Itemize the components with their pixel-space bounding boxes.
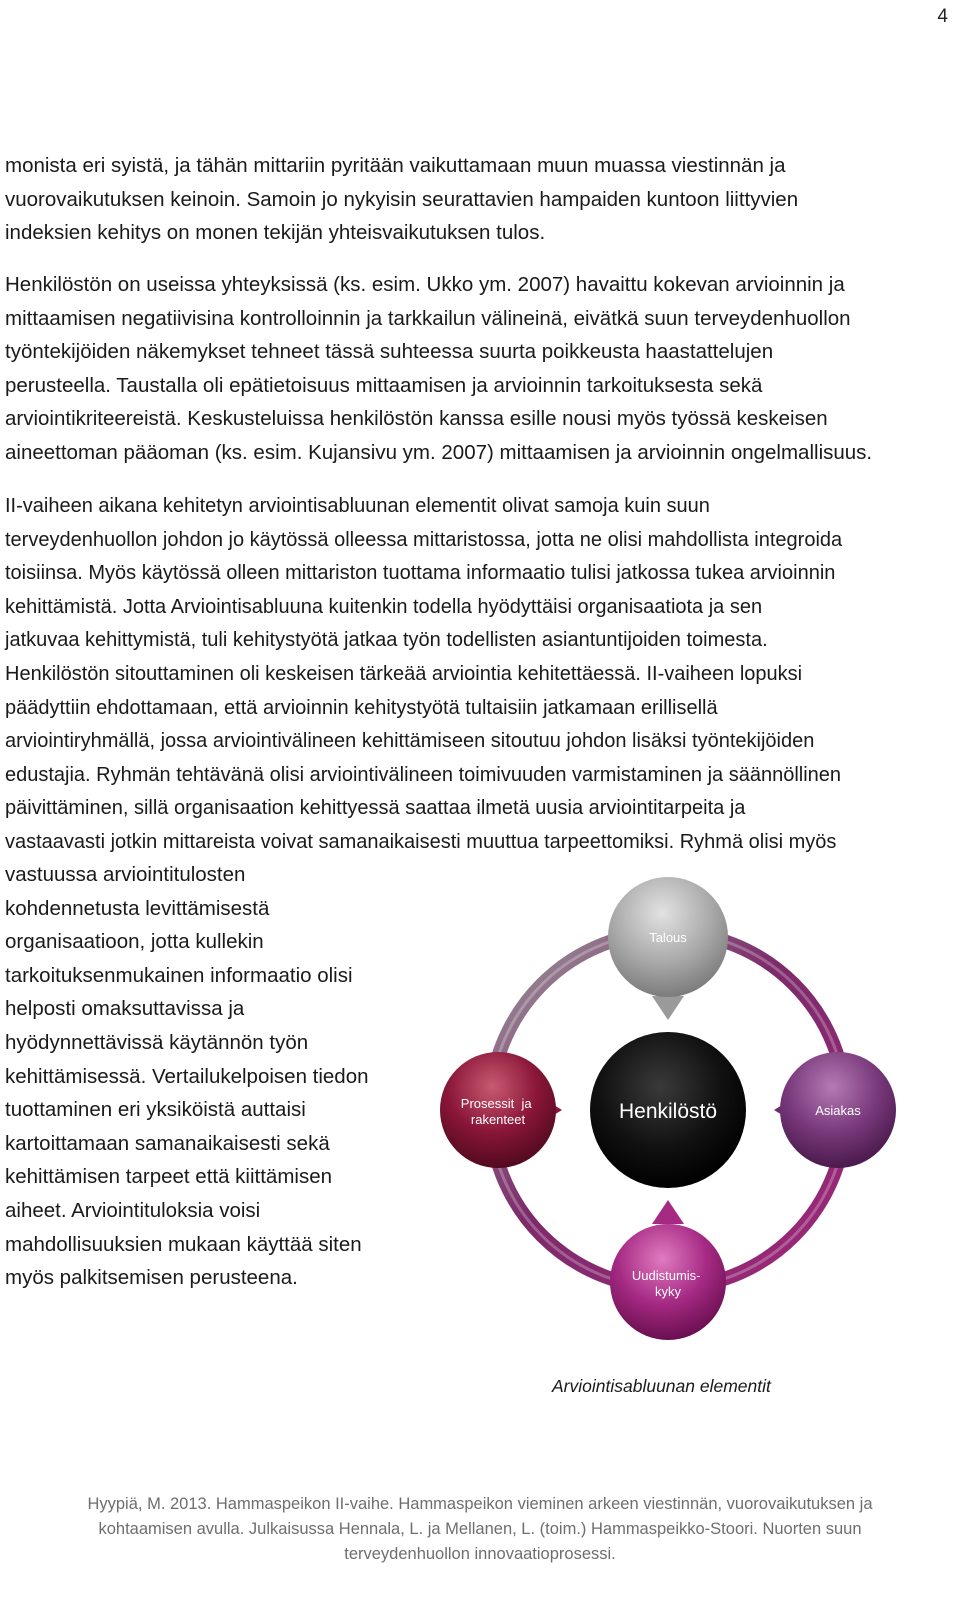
node-asiakas-label: Asiakas xyxy=(815,1103,861,1118)
text-line: terveydenhuollon johdon jo käytössä olleessa mittaristossa, jotta ne olisi mahdollista integroida xyxy=(5,528,843,551)
text-line: tuottaminen eri yksiköistä auttaisi xyxy=(5,1098,306,1122)
figure-caption: Arviointisabluunan elementit xyxy=(552,1376,771,1396)
node-uudistumiskyky-line2: kyky xyxy=(655,1284,681,1299)
text-line: arviointiryhmällä, jossa arviointivälineen kehittämiseen sitoutuu johdon lisäksi työntekijöiden xyxy=(5,730,815,753)
text-line: työntekijöiden näkemykset tehneet tässä suhteessa suurta poikkeusta haastattelujen xyxy=(5,340,774,364)
text-line: myös palkitsemisen perusteena. xyxy=(5,1266,298,1290)
center-label: Henkilöstö xyxy=(618,1100,718,1123)
text-line: vastaavasti jotkin mittareista voivat samanaikaisesti muuttua tarpeettomiksi. Ryhmä olisi myös xyxy=(5,830,837,853)
footer-line: Hyypiä, M. 2013. Hammaspeikon II-vaihe. Hammaspeikon vieminen arkeen viestinnän, vuorovaikutuksen ja xyxy=(87,1495,873,1513)
text-line: kehittämisessä. Vertailukelpoisen tiedon xyxy=(5,1064,369,1088)
text-line: vastuussa arviointitulosten xyxy=(5,863,246,886)
text-line: mittaamisen negatiivisina kontrolloinnin ja tarkkailun välineinä, eivätkä suun terveydenhuollon xyxy=(5,306,851,330)
text-line: tarkoituksenmukainen informaatio olisi xyxy=(5,963,353,987)
text-line: helposti omaksuttavissa ja xyxy=(5,997,245,1021)
text-line: mahdollisuuksien mukaan käyttää siten xyxy=(5,1232,362,1256)
text-line: indeksien kehitys on monen tekijän yhteisvaikutuksen tulos. xyxy=(5,221,546,245)
text-line: päivittäminen, sillä organisaation kehittyessä saattaa ilmetä uusia arviointitarpeita ja xyxy=(5,797,746,820)
arrow-up-icon xyxy=(652,1200,684,1224)
text-line: Henkilöstön on useissa yhteyksissä (ks. esim. Ukko ym. 2007) havaittu kokevan arvioinnin ja xyxy=(5,273,845,296)
text-line: Henkilöstön sitouttaminen oli keskeisen tärkeää arviointia kehitettäessä. II-vaiheen lopuksi xyxy=(5,662,803,685)
text-line: kohdennetusta levittämisestä xyxy=(5,896,270,920)
footer-line: kohtaamisen avulla. Julkaisussa Hennala, L. ja Mellanen, L. (toim.) Hammaspeikko-Stoori. Nuorten suun xyxy=(98,1520,862,1538)
paragraph-staff xyxy=(5,268,950,470)
text-line: edustajia. Ryhmän tehtävänä olisi arviointivälineen toimivuuden varmistaminen ja säännöllinen xyxy=(5,763,842,786)
text-line: monista eri syistä, ja tähän mittariin pyritään vaikuttamaan muun muassa viestinnän ja xyxy=(5,154,786,177)
text-line: organisaatioon, jotta kullekin xyxy=(5,930,264,954)
text-line: päädyttiin ehdottamaan, että arvioinnin kehitystyötä tultaisiin jatkamaan erillisellä xyxy=(5,696,718,719)
text-line: II-vaiheen aikana kehitetyn arviointisabluunan elementit olivat samoja kuin suun xyxy=(5,495,710,517)
cycle-diagram xyxy=(438,868,938,1388)
text-line: perusteella. Taustalla oli epätietoisuus mittaamisen ja arvioinnin tarkoituksesta sekä xyxy=(5,373,763,397)
paragraph-template xyxy=(5,490,950,860)
node-talous-label: Talous xyxy=(649,930,687,945)
footer-line: terveydenhuollon innovaatioprosessi. xyxy=(344,1545,616,1563)
node-prosessit-line2: rakenteet xyxy=(470,1112,526,1127)
arrow-down-icon xyxy=(652,996,684,1020)
paragraph-intro xyxy=(5,149,935,250)
text-line: aiheet. Arviointituloksia voisi xyxy=(5,1198,261,1222)
node-uudistumiskyky-line1: Uudistumis- xyxy=(631,1268,701,1283)
text-line: kehittämisen tarpeet että kiittämisen xyxy=(5,1165,333,1189)
node-prosessit-line1: Prosessit ja xyxy=(460,1096,532,1111)
text-line: kartoittamaan samanaikaisesti sekä xyxy=(5,1131,330,1155)
text-line: aineettoman pääoman (ks. esim. Kujansivu ym. 2007) mittaamisen ja arvioinnin ongelmallisuus. xyxy=(5,440,873,464)
page-number: 4 xyxy=(937,6,948,27)
paragraph-results xyxy=(5,858,415,1295)
text-line: jatkuvaa kehittymistä, tuli kehitystyötä jatkaa työn todellisten asiantuntijoiden toimesta. xyxy=(5,629,768,652)
text-line: toisiinsa. Myös käytössä olleen mittariston tuottama informaatio tulisi jatkossa tukea arvioinnin xyxy=(5,562,836,585)
footer-citation xyxy=(20,1492,940,1567)
node-prosessit-label xyxy=(461,1096,535,1127)
text-line: hyödynnettävissä käytännön työn xyxy=(5,1030,309,1054)
text-line: kehittämistä. Jotta Arviointisabluuna kuitenkin todella hyödyttäisi organisaatiota ja sen xyxy=(5,595,763,618)
text-line: vuorovaikutuksen keinoin. Samoin jo nykyisin seurattavien hampaiden kuntoon liittyvien xyxy=(5,187,799,211)
text-line: arviointikriteereistä. Keskusteluissa henkilöstön kanssa esille nousi myös työssä keskeisen xyxy=(5,407,828,431)
